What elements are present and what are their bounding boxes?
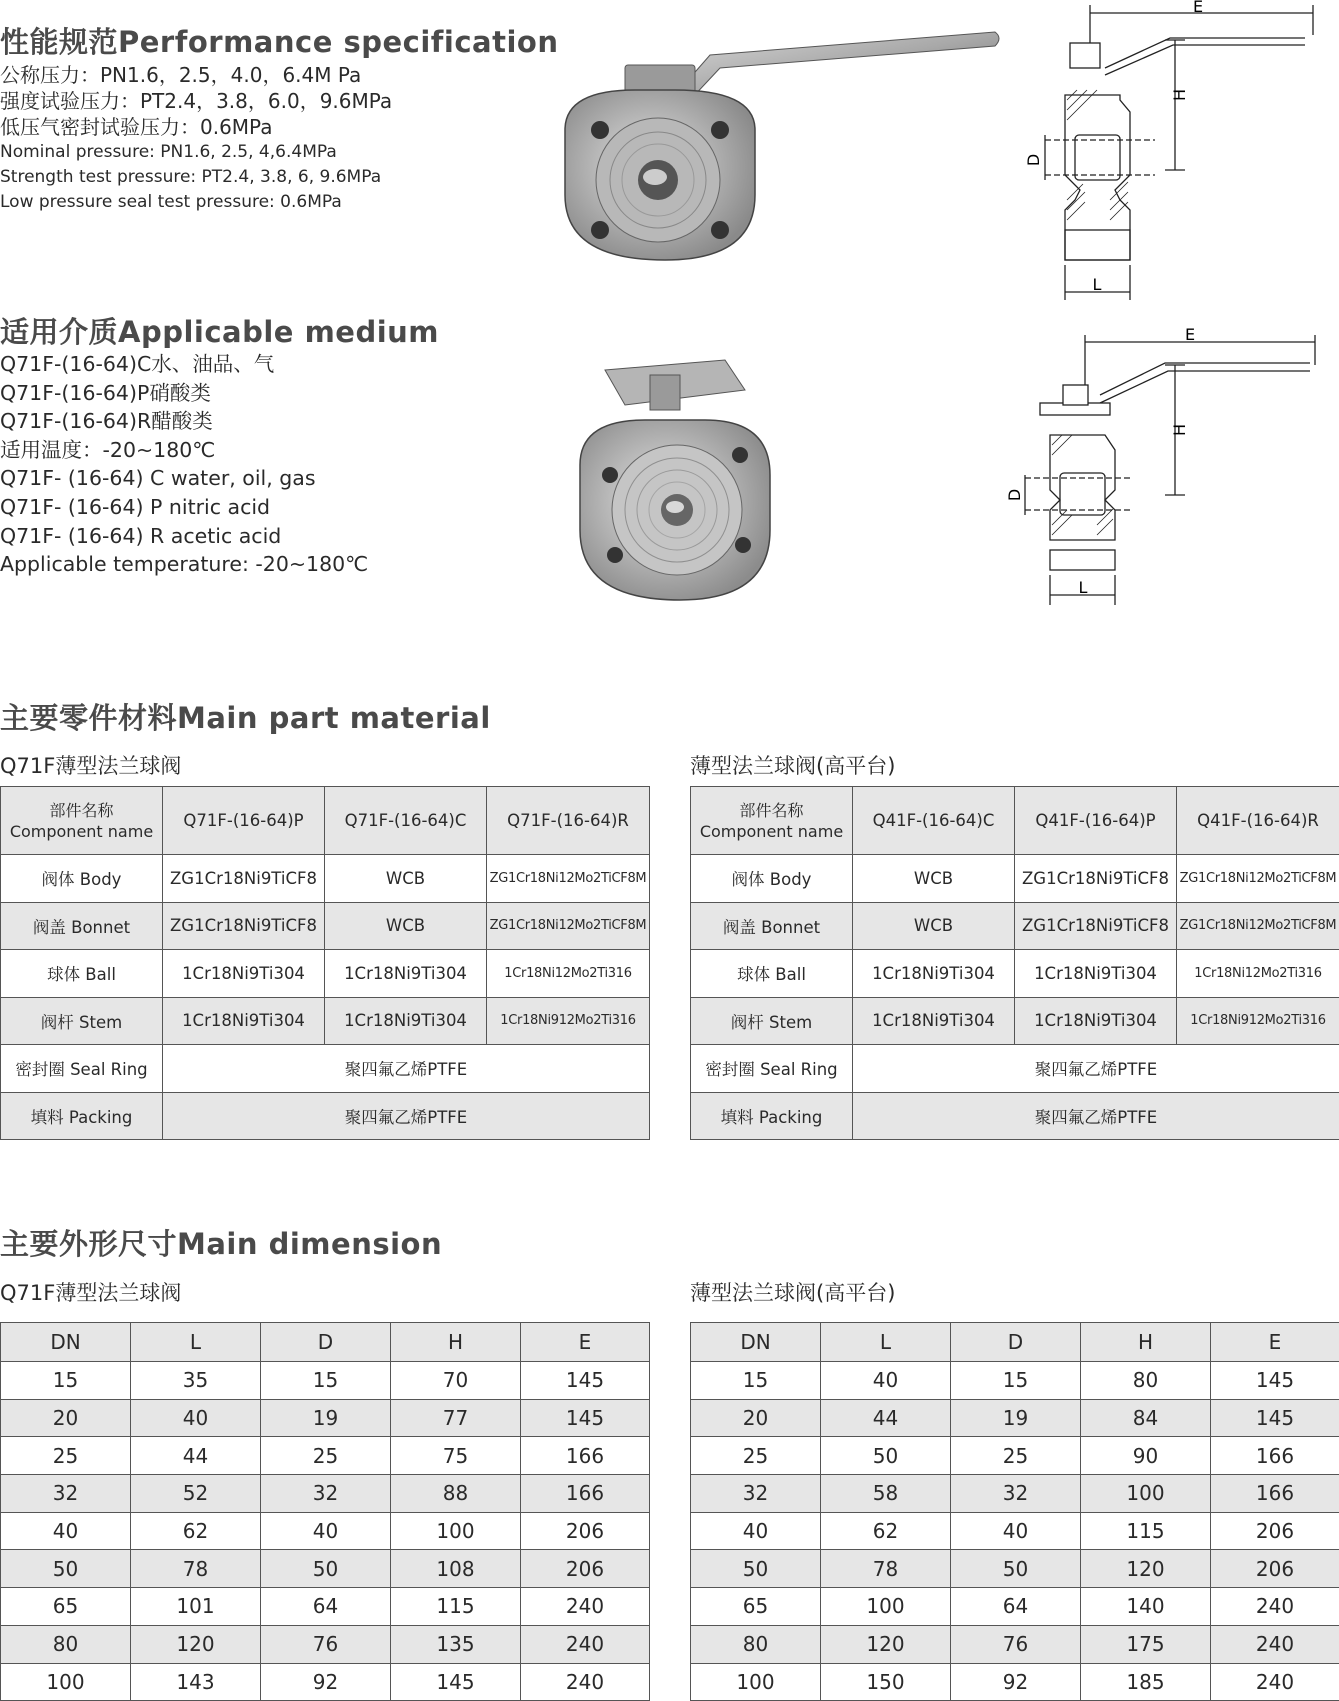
cell: 52 (131, 1475, 261, 1513)
cell: 40 (131, 1399, 261, 1437)
drawing2-label-e: E (1185, 325, 1195, 344)
medium-line: Q71F- (16-64) C water, oil, gas (0, 464, 368, 493)
spec-strength-test-cn: 强度试验压力：PT2.4，3.8，6.0，9.6MPa (0, 88, 392, 114)
cell: 75 (391, 1437, 521, 1475)
cell: 70 (391, 1362, 521, 1400)
cell: 40 (261, 1512, 391, 1550)
cell: 64 (951, 1588, 1081, 1626)
cell: 44 (131, 1437, 261, 1475)
cell: 76 (951, 1625, 1081, 1663)
cell: 175 (1081, 1625, 1211, 1663)
cell: 32 (261, 1475, 391, 1513)
table-row (1, 1362, 650, 1400)
cell: 65 (691, 1588, 821, 1626)
cell: 40 (691, 1512, 821, 1550)
cell: 166 (521, 1437, 650, 1475)
cell: 108 (391, 1550, 521, 1588)
spec-nominal-pressure-cn: 公称压力：PN1.6，2.5，4.0，6.4M Pa (0, 62, 392, 88)
cell: 15 (261, 1362, 391, 1400)
cell: 240 (521, 1663, 650, 1701)
medium-list (0, 350, 368, 579)
drawing1-label-e: E (1193, 0, 1203, 16)
table-row (691, 1399, 1339, 1437)
cell: 阀盖 Bonnet (1, 902, 163, 950)
header-cell: Q41F-(16-64)R (1177, 787, 1339, 855)
table-row (1, 950, 650, 998)
cell: 78 (131, 1550, 261, 1588)
cell: 密封圈 Seal Ring (691, 1045, 853, 1093)
table-row (691, 997, 1339, 1045)
cell: 1Cr18Ni12Mo2Ti316 (1177, 950, 1339, 998)
cell: 19 (951, 1399, 1081, 1437)
header-cell: Q41F-(16-64)P (1015, 787, 1177, 855)
valve-photo-1 (555, 20, 1005, 280)
table-row (691, 950, 1339, 998)
cell: 100 (1, 1663, 131, 1701)
material-table-right (690, 786, 1339, 1140)
spec-seal-test-en: Low pressure seal test pressure: 0.6MPa (0, 190, 392, 215)
cell: 1Cr18Ni9Ti304 (325, 950, 487, 998)
cell: 50 (691, 1550, 821, 1588)
cell: 78 (821, 1550, 951, 1588)
performance-spec-list (0, 62, 392, 215)
cell: 206 (1211, 1550, 1339, 1588)
cell: 32 (691, 1475, 821, 1513)
cell: 120 (821, 1625, 951, 1663)
drawing1-label-l: L (1093, 275, 1102, 294)
cell: 20 (691, 1399, 821, 1437)
cell: 76 (261, 1625, 391, 1663)
cell: 80 (1, 1625, 131, 1663)
cell: 1Cr18Ni9Ti304 (853, 997, 1015, 1045)
cell: 1Cr18Ni9Ti304 (325, 997, 487, 1045)
table-row (1, 1588, 650, 1626)
cell: ZG1Cr18Ni12Mo2TiCF8M (487, 855, 650, 903)
cell: 58 (821, 1475, 951, 1513)
cell: 145 (521, 1362, 650, 1400)
table-row (691, 1550, 1339, 1588)
cell: 球体 Ball (691, 950, 853, 998)
table-row (1, 1512, 650, 1550)
cell: 15 (951, 1362, 1081, 1400)
table-row (691, 1437, 1339, 1475)
table-row (1, 1475, 650, 1513)
dimension-right-subtitle: 薄型法兰球阀(高平台) (690, 1277, 895, 1307)
table-row (1, 1625, 650, 1663)
cell: 阀杆 Stem (1, 997, 163, 1045)
table-row (1, 1550, 650, 1588)
header-cell: D (261, 1323, 391, 1362)
spec-nominal-pressure-en: Nominal pressure: PN1.6, 2.5, 4,6.4MPa (0, 140, 392, 165)
spec-strength-test-en: Strength test pressure: PT2.4, 3.8, 6, 9.6MPa (0, 165, 392, 190)
medium-line: 适用温度：-20~180℃ (0, 436, 368, 465)
cell: 50 (821, 1437, 951, 1475)
cell: 聚四氟乙烯PTFE (163, 1045, 650, 1093)
cell: 15 (691, 1362, 821, 1400)
cell: 阀杆 Stem (691, 997, 853, 1045)
material-table-left (0, 786, 650, 1140)
table-row (691, 1663, 1339, 1701)
cell: 50 (1, 1550, 131, 1588)
cell: 25 (1, 1437, 131, 1475)
table-row (691, 1588, 1339, 1626)
cell: 120 (131, 1625, 261, 1663)
table-row (691, 1475, 1339, 1513)
drawing2-label-d: D (1005, 489, 1024, 501)
cell: 填料 Packing (1, 1092, 163, 1140)
table-row (1, 902, 650, 950)
cell: 92 (951, 1663, 1081, 1701)
cell: 密封圈 Seal Ring (1, 1045, 163, 1093)
table-row (1, 1045, 650, 1093)
cell: 32 (951, 1475, 1081, 1513)
cell: 206 (521, 1550, 650, 1588)
cell: ZG1Cr18Ni9TiCF8 (163, 855, 325, 903)
header-cell: 部件名称 Component name (691, 787, 853, 855)
cell: 100 (1081, 1475, 1211, 1513)
cell: 120 (1081, 1550, 1211, 1588)
table-row (691, 1045, 1339, 1093)
cell: ZG1Cr18Ni12Mo2TiCF8M (1177, 855, 1339, 903)
technical-drawing-1 (1005, 0, 1335, 305)
cell: 84 (1081, 1399, 1211, 1437)
cell: 32 (1, 1475, 131, 1513)
cell: 185 (1081, 1663, 1211, 1701)
header-cell: Q71F-(16-64)C (325, 787, 487, 855)
cell: 145 (1211, 1362, 1339, 1400)
cell: WCB (325, 902, 487, 950)
cell: 25 (951, 1437, 1081, 1475)
cell: 1Cr18Ni12Mo2Ti316 (487, 950, 650, 998)
table-header-row (1, 1323, 650, 1362)
cell: 填料 Packing (691, 1092, 853, 1140)
cell: 40 (951, 1512, 1081, 1550)
cell: WCB (853, 902, 1015, 950)
material-title: 主要零件材料Main part material (0, 696, 491, 737)
table-row (1, 997, 650, 1045)
cell: 240 (1211, 1588, 1339, 1626)
cell: 80 (1081, 1362, 1211, 1400)
technical-drawing-2 (1005, 325, 1335, 615)
header-cell: E (1211, 1323, 1339, 1362)
material-left-subtitle: Q71F薄型法兰球阀 (0, 750, 181, 780)
cell: 1Cr18Ni912Mo2Ti316 (487, 997, 650, 1045)
cell: 20 (1, 1399, 131, 1437)
dimension-table-right (690, 1322, 1339, 1701)
cell: 115 (391, 1588, 521, 1626)
table-row (691, 1512, 1339, 1550)
header-cell: L (131, 1323, 261, 1362)
cell: 64 (261, 1588, 391, 1626)
cell: 145 (1211, 1399, 1339, 1437)
medium-line: Q71F- (16-64) P nitric acid (0, 493, 368, 522)
table-header-row (1, 787, 650, 855)
cell: 40 (821, 1362, 951, 1400)
medium-line: Q71F-(16-64)P硝酸类 (0, 379, 368, 408)
cell: 115 (1081, 1512, 1211, 1550)
medium-line: Q71F-(16-64)R醋酸类 (0, 407, 368, 436)
cell: 1Cr18Ni9Ti304 (163, 950, 325, 998)
cell: 1Cr18Ni9Ti304 (1015, 950, 1177, 998)
table-row (1, 1399, 650, 1437)
medium-line: Q71F-(16-64)C水、油品、气 (0, 350, 368, 379)
valve-photo-2 (565, 350, 805, 610)
table-row (1, 1663, 650, 1701)
cell: 15 (1, 1362, 131, 1400)
header-cell: 部件名称 Component name (1, 787, 163, 855)
cell: 65 (1, 1588, 131, 1626)
header-cell: L (821, 1323, 951, 1362)
cell: ZG1Cr18Ni9TiCF8 (1015, 855, 1177, 903)
medium-title: 适用介质Applicable medium (0, 310, 439, 351)
header-cell: D (951, 1323, 1081, 1362)
header-cell: H (391, 1323, 521, 1362)
cell: 90 (1081, 1437, 1211, 1475)
cell: 140 (1081, 1588, 1211, 1626)
cell: 50 (261, 1550, 391, 1588)
cell: 101 (131, 1588, 261, 1626)
table-header-row (691, 787, 1339, 855)
header-cell: E (521, 1323, 650, 1362)
cell: 166 (521, 1475, 650, 1513)
cell: ZG1Cr18Ni9TiCF8 (163, 902, 325, 950)
header-cell: Q41F-(16-64)C (853, 787, 1015, 855)
cell: 1Cr18Ni9Ti304 (853, 950, 1015, 998)
table-row (691, 902, 1339, 950)
cell: 50 (951, 1550, 1081, 1588)
header-cell: Q71F-(16-64)R (487, 787, 650, 855)
drawing1-label-d: D (1024, 154, 1043, 166)
header-cell: DN (1, 1323, 131, 1362)
cell: 206 (1211, 1512, 1339, 1550)
cell: 阀体 Body (1, 855, 163, 903)
cell: 25 (261, 1437, 391, 1475)
cell: 62 (131, 1512, 261, 1550)
cell: 240 (1211, 1625, 1339, 1663)
cell: 100 (691, 1663, 821, 1701)
cell: 143 (131, 1663, 261, 1701)
cell: 240 (521, 1625, 650, 1663)
cell: 35 (131, 1362, 261, 1400)
cell: 阀盖 Bonnet (691, 902, 853, 950)
drawing1-label-h: H (1170, 89, 1189, 101)
cell: ZG1Cr18Ni9TiCF8 (1015, 902, 1177, 950)
performance-title: 性能规范Performance specification (0, 20, 558, 61)
cell: 92 (261, 1663, 391, 1701)
cell: WCB (853, 855, 1015, 903)
cell: 240 (521, 1588, 650, 1626)
spec-seal-test-cn: 低压气密封试验压力：0.6MPa (0, 114, 392, 140)
cell: 240 (1211, 1663, 1339, 1701)
cell: 150 (821, 1663, 951, 1701)
cell: ZG1Cr18Ni12Mo2TiCF8M (487, 902, 650, 950)
cell: 206 (521, 1512, 650, 1550)
cell: 77 (391, 1399, 521, 1437)
table-row (1, 855, 650, 903)
header-cell: DN (691, 1323, 821, 1362)
cell: 135 (391, 1625, 521, 1663)
medium-line: Applicable temperature: -20~180℃ (0, 550, 368, 579)
cell: 25 (691, 1437, 821, 1475)
cell: 40 (1, 1512, 131, 1550)
drawing2-label-h: H (1170, 424, 1189, 436)
cell: 145 (391, 1663, 521, 1701)
drawing2-label-l: L (1079, 578, 1088, 597)
header-cell: Q71F-(16-64)P (163, 787, 325, 855)
cell: 阀体 Body (691, 855, 853, 903)
cell: 100 (391, 1512, 521, 1550)
cell: 145 (521, 1399, 650, 1437)
cell: 19 (261, 1399, 391, 1437)
table-row (1, 1092, 650, 1140)
table-header-row (691, 1323, 1339, 1362)
table-row (691, 1362, 1339, 1400)
cell: 166 (1211, 1437, 1339, 1475)
cell: 100 (821, 1588, 951, 1626)
cell: 聚四氟乙烯PTFE (853, 1092, 1339, 1140)
cell: 聚四氟乙烯PTFE (853, 1045, 1339, 1093)
dimension-left-subtitle: Q71F薄型法兰球阀 (0, 1277, 181, 1307)
material-right-subtitle: 薄型法兰球阀(高平台) (690, 750, 895, 780)
cell: 62 (821, 1512, 951, 1550)
cell: 166 (1211, 1475, 1339, 1513)
table-row (691, 1092, 1339, 1140)
cell: 1Cr18Ni9Ti304 (1015, 997, 1177, 1045)
cell: 1Cr18Ni9Ti304 (163, 997, 325, 1045)
table-row (1, 1437, 650, 1475)
medium-line: Q71F- (16-64) R acetic acid (0, 522, 368, 551)
header-cell: H (1081, 1323, 1211, 1362)
cell: WCB (325, 855, 487, 903)
dimension-table-left (0, 1322, 650, 1701)
cell: 聚四氟乙烯PTFE (163, 1092, 650, 1140)
cell: 1Cr18Ni912Mo2Ti316 (1177, 997, 1339, 1045)
dimension-title: 主要外形尺寸Main dimension (0, 1222, 442, 1263)
cell: 44 (821, 1399, 951, 1437)
table-row (691, 1625, 1339, 1663)
cell: 88 (391, 1475, 521, 1513)
cell: 80 (691, 1625, 821, 1663)
cell: 球体 Ball (1, 950, 163, 998)
cell: ZG1Cr18Ni12Mo2TiCF8M (1177, 902, 1339, 950)
table-row (691, 855, 1339, 903)
